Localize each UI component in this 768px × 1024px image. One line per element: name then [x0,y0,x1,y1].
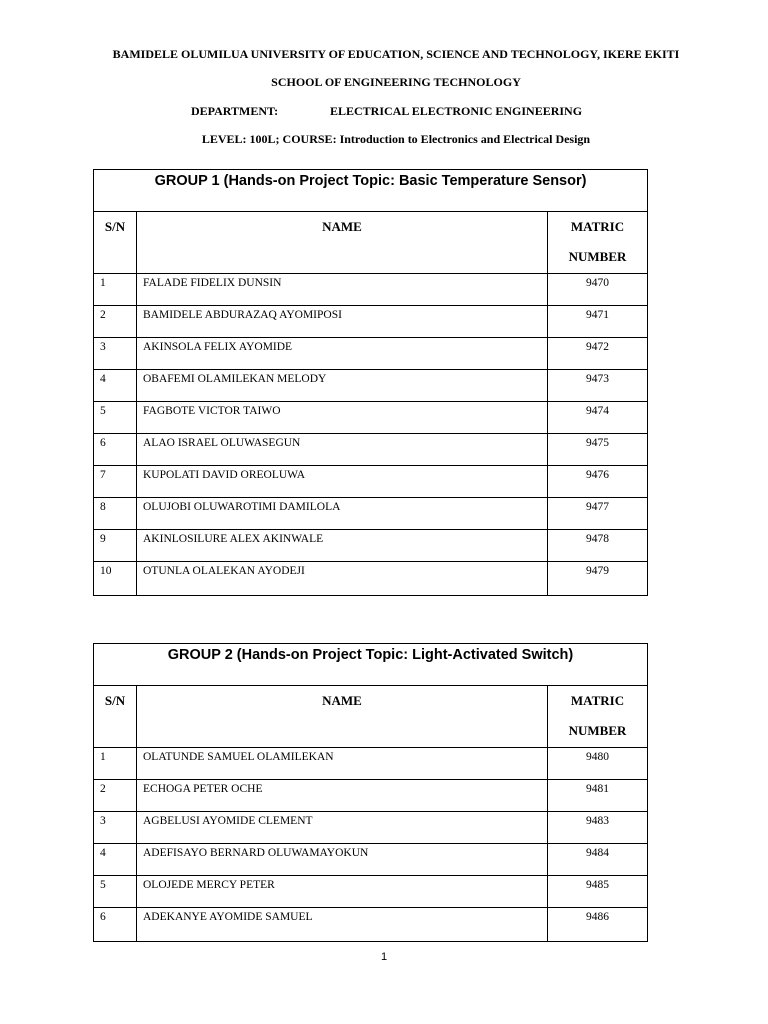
group-1-table [93,169,648,596]
row-matric: 9474 [548,402,648,434]
row-sn: 10 [94,562,137,596]
row-sn: 1 [94,748,137,780]
matric-line-1: MATRIC [570,693,625,708]
column-header-sn: S/N [94,212,137,274]
row-sn: 9 [94,530,137,562]
group-title: GROUP 2 (Hands-on Project Topic: Light-Activated Switch) [94,644,648,686]
table-row [94,844,648,876]
row-matric: 9479 [548,562,648,596]
column-header-name: NAME [137,212,548,274]
table-row [94,274,648,306]
row-matric: 9478 [548,530,648,562]
column-header-name: NAME [137,686,548,748]
table-row [94,812,648,844]
group-1-rows [94,274,648,596]
row-matric: 9473 [548,370,648,402]
table-row [94,530,648,562]
row-sn: 7 [94,466,137,498]
row-sn: 4 [94,370,137,402]
row-name: FAGBOTE VICTOR TAIWO [137,402,548,434]
table-row [94,370,648,402]
row-matric: 9476 [548,466,648,498]
row-sn: 5 [94,402,137,434]
row-matric: 9486 [548,908,648,942]
course-title: Introduction to Electronics and Electrical Design [339,132,591,146]
school-name: SCHOOL OF ENGINEERING TECHNOLOGY [271,75,521,89]
row-name: KUPOLATI DAVID OREOLUWA [137,466,548,498]
department-value: ELECTRICAL ELECTRONIC ENGINEERING [330,104,583,118]
row-name: OLUJOBI OLUWAROTIMI DAMILOLA [137,498,548,530]
column-header-matric [548,686,648,748]
university-name: BAMIDELE OLUMILUA UNIVERSITY OF EDUCATION, SCIENCE AND TECHNOLOGY, IKERE EKITI [112,47,680,61]
row-matric: 9484 [548,844,648,876]
row-sn: 3 [94,338,137,370]
row-name: AGBELUSI AYOMIDE CLEMENT [137,812,548,844]
row-name: AKINLOSILURE ALEX AKINWALE [137,530,548,562]
row-sn: 6 [94,908,137,942]
department-label: DEPARTMENT: [191,104,279,118]
row-name: ECHOGA PETER OCHE [137,780,548,812]
row-sn: 4 [94,844,137,876]
row-name: OTUNLA OLALEKAN AYODEJI [137,562,548,596]
group-2-rows [94,748,648,942]
row-sn: 2 [94,306,137,338]
table-row [94,908,648,942]
level-course-line [12,132,768,147]
page-number: 1 [380,951,388,963]
row-name: BAMIDELE ABDURAZAQ AYOMIPOSI [137,306,548,338]
row-matric: 9471 [548,306,648,338]
table-row [94,748,648,780]
table-row [94,306,648,338]
row-matric: 9483 [548,812,648,844]
row-sn: 1 [94,274,137,306]
row-name: ADEFISAYO BERNARD OLUWAMAYOKUN [137,844,548,876]
table-row [94,434,648,466]
row-name: OLATUNDE SAMUEL OLAMILEKAN [137,748,548,780]
row-matric: 9477 [548,498,648,530]
table-row [94,338,648,370]
row-sn: 3 [94,812,137,844]
group-2-table [93,643,648,942]
row-name: FALADE FIDELIX DUNSIN [137,274,548,306]
table-row [94,562,648,596]
matric-line-2: NUMBER [568,249,627,264]
row-matric: 9481 [548,780,648,812]
row-sn: 8 [94,498,137,530]
column-header-sn: S/N [94,686,137,748]
group-title: GROUP 1 (Hands-on Project Topic: Basic Temperature Sensor) [94,170,648,212]
row-name: OBAFEMI OLAMILEKAN MELODY [137,370,548,402]
row-sn: 2 [94,780,137,812]
row-matric: 9472 [548,338,648,370]
level-prefix: LEVEL: 100L; COURSE: [201,132,340,146]
row-matric: 9475 [548,434,648,466]
table-row [94,780,648,812]
row-matric: 9485 [548,876,648,908]
row-name: AKINSOLA FELIX AYOMIDE [137,338,548,370]
matric-line-2: NUMBER [568,723,627,738]
table-row [94,876,648,908]
row-sn: 5 [94,876,137,908]
column-header-matric [548,212,648,274]
table-row [94,402,648,434]
row-name: ADEKANYE AYOMIDE SAMUEL [137,908,548,942]
row-matric: 9480 [548,748,648,780]
row-name: ALAO ISRAEL OLUWASEGUN [137,434,548,466]
row-sn: 6 [94,434,137,466]
row-matric: 9470 [548,274,648,306]
matric-line-1: MATRIC [570,219,625,234]
table-row [94,498,648,530]
table-row [94,466,648,498]
row-name: OLOJEDE MERCY PETER [137,876,548,908]
